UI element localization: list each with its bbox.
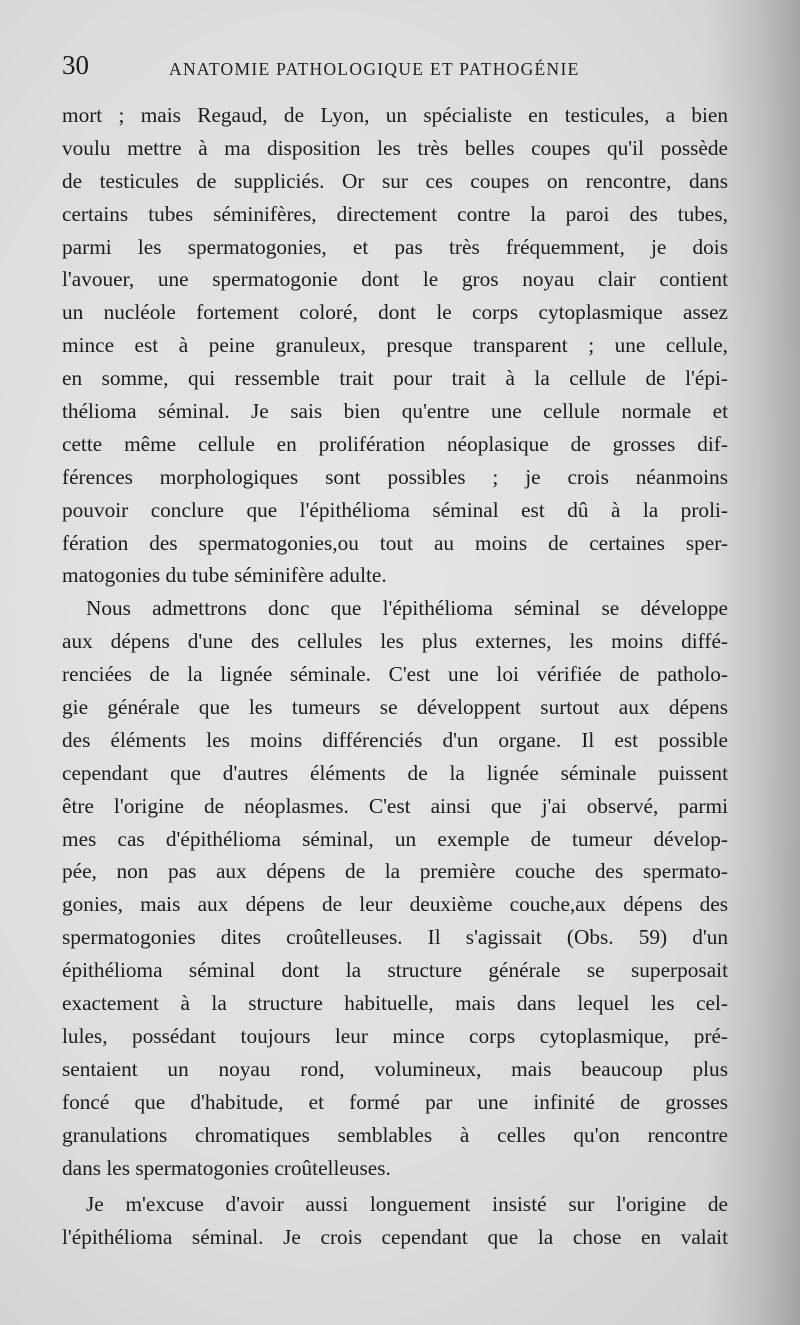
text-line: spermatogonies dites croûtelleuses. Il s'agissait (Obs. 59) d'un [62, 925, 728, 950]
text-line: certains tubes séminifères, directement contre la paroi des tubes, [62, 201, 728, 226]
text-line: mort ; mais Regaud, de Lyon, un spécialiste en testicules, a bien [62, 103, 728, 127]
text-line: dans les spermatogonies croûtelleuses. [62, 1155, 391, 1180]
body-text [62, 99, 728, 1254]
text-line: gie générale que les tumeurs se développent surtout aux dépens [62, 695, 728, 720]
text-line: pée, non pas aux dépens de la première couche des spermato- [62, 859, 728, 884]
text-line: voulu mettre à ma disposition les très belles coupes qu'il possède [62, 135, 728, 160]
text-line: lules, possédant toujours leur mince corps cytoplasmique, pré- [62, 1023, 728, 1048]
text-line: épithélioma séminal dont la structure générale se superposait [62, 958, 728, 983]
text-line: parmi les spermatogonies, et pas très fréquemment, je dois [62, 234, 728, 259]
text-line: gonies, mais aux dépens de leur deuxième couche,aux dépens des [62, 892, 728, 917]
text-line: granulations chromatiques semblables à celles qu'on rencontre [62, 1122, 728, 1147]
text-line: en somme, qui ressemble trait pour trait à la cellule de l'épi- [62, 366, 728, 391]
text-line: être l'origine de néoplasmes. C'est ainsi que j'ai observé, parmi [62, 793, 728, 818]
paragraph [62, 99, 728, 592]
text-line: exactement à la structure habituelle, mais dans lequel les cel- [62, 991, 728, 1016]
running-head: ANATOMIE PATHOLOGIQUE ET PATHOGÉNIE [169, 59, 580, 79]
text-line: mes cas d'épithélioma séminal, un exemple de tumeur dévelop- [62, 826, 728, 851]
text-line: cette même cellule en prolifération néoplasique de grosses dif- [62, 431, 728, 456]
text-line: des éléments les moins différenciés d'un organe. Il est possible [62, 727, 728, 752]
text-line: un nucléole fortement coloré, dont le corps cytoplasmique assez [62, 300, 728, 325]
text-line: Nous admettrons donc que l'épithélioma séminal se développe [86, 596, 728, 621]
text-line: l'épithélioma séminal. Je crois cependant que la chose en valait [62, 1225, 728, 1250]
text-line: matogonies du tube séminifère adulte. [62, 563, 387, 588]
text-line: sentaient un noyau rond, volumineux, mais beaucoup plus [62, 1056, 728, 1081]
text-line: aux dépens d'une des cellules les plus externes, les moins diffé- [62, 629, 728, 654]
text-line: Je m'excuse d'avoir aussi longuement insisté sur l'origine de [86, 1192, 728, 1217]
text-line: foncé que d'habitude, et formé par une infinité de grosses [62, 1089, 728, 1114]
text-line: mince est à peine granuleux, presque transparent ; une cellule, [62, 333, 728, 358]
text-line: fération des spermatogonies,ou tout au moins de certaines sper- [62, 530, 728, 555]
page-number: 30 [62, 50, 89, 80]
text-line: cependant que d'autres éléments de la lignée séminale puissent [62, 760, 728, 785]
text-line: de testicules de suppliciés. Or sur ces coupes on rencontre, dans [62, 168, 728, 193]
text-line: pouvoir conclure que l'épithélioma séminal est dû à la proli- [62, 497, 728, 522]
paragraph [62, 592, 728, 1184]
text-line: férences morphologiques sont possibles ; je crois néanmoins [62, 464, 728, 489]
text-line: thélioma séminal. Je sais bien qu'entre une cellule normale et [62, 399, 728, 424]
paragraph [62, 1188, 728, 1254]
page-header [62, 50, 742, 86]
text-line: l'avouer, une spermatogonie dont le gros noyau clair contient [62, 267, 728, 292]
text-line: renciées de la lignée séminale. C'est une loi vérifiée de patholo- [62, 662, 728, 687]
